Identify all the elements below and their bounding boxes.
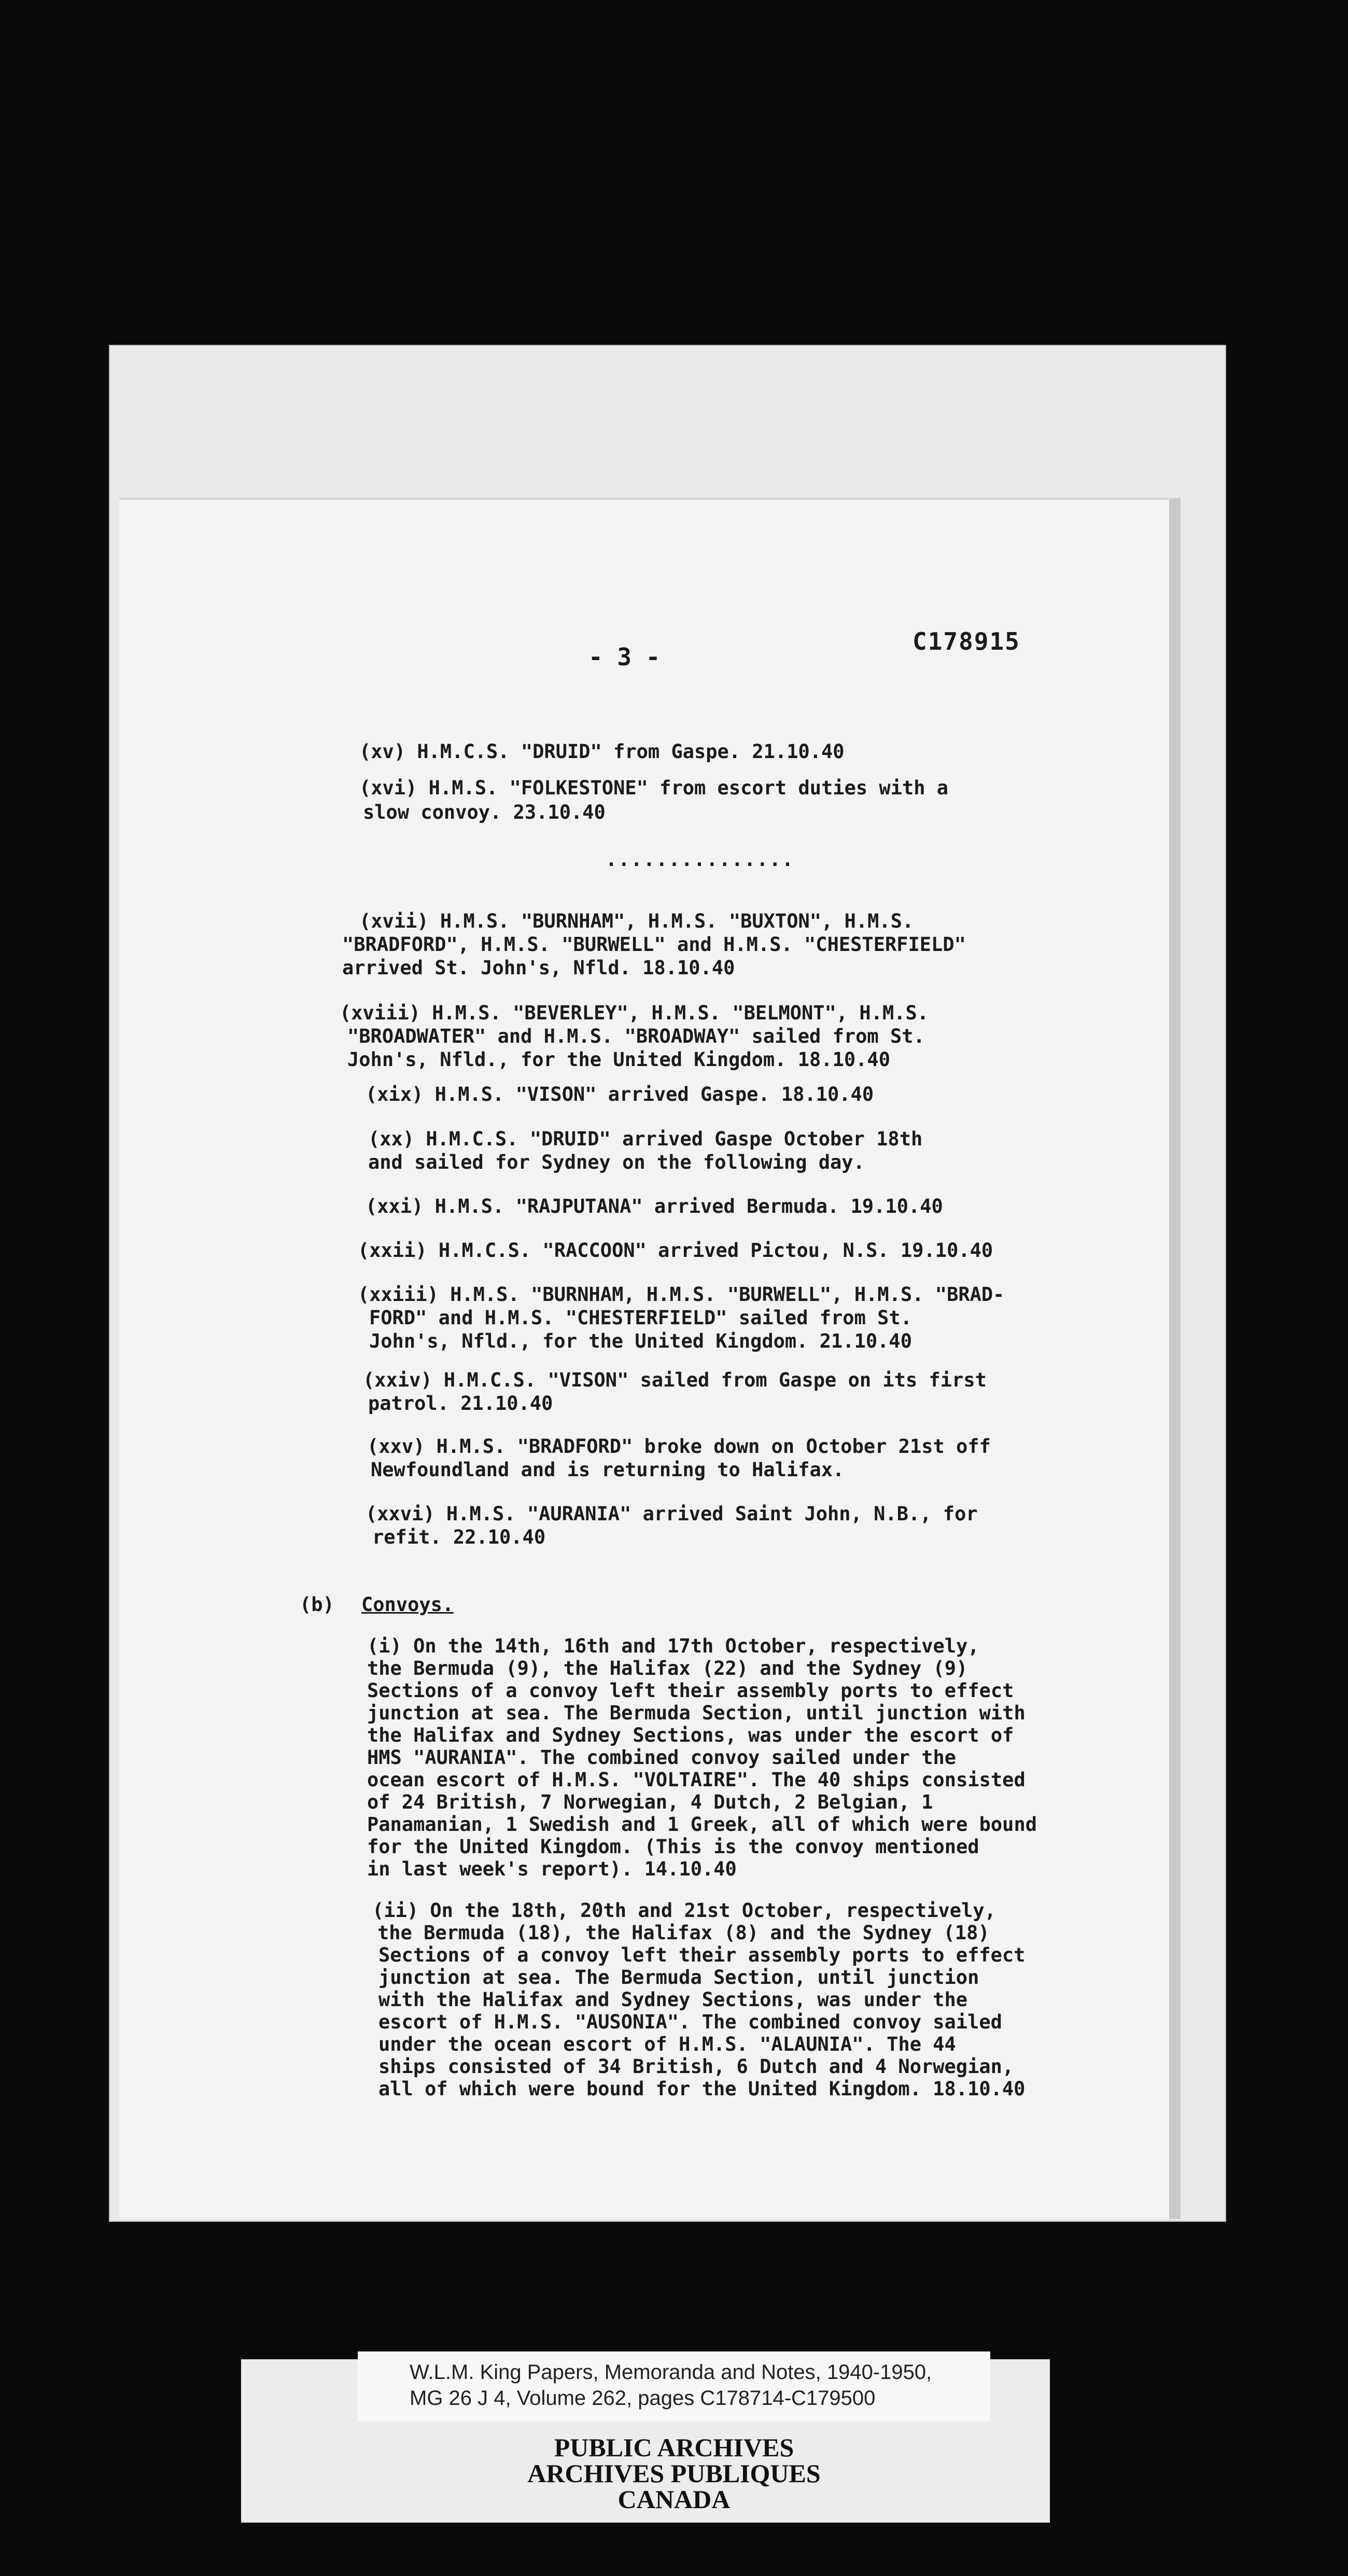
convoy-i-line-1: (i) On the 14th, 16th and 17th October, respectively, xyxy=(367,1635,979,1657)
convoy-ii-line-7: under the ocean escort of H.M.S. "ALAUNIA". The 44 xyxy=(378,2033,956,2055)
document-number: C178915 xyxy=(912,627,1020,655)
convoy-ii-line-3: Sections of a convoy left their assembly ports to effect xyxy=(378,1944,1026,1966)
item-xv: (xv) H.M.C.S. "DRUID" from Gaspe. 21.10.40 xyxy=(359,740,845,763)
item-xvi-line-2: slow convoy. 23.10.40 xyxy=(363,801,606,823)
convoy-i-line-8: of 24 British, 7 Norwegian, 4 Dutch, 2 Belgian, 1 xyxy=(367,1791,933,1813)
item-xviii-line-3: John's, Nfld., for the United Kingdom. 18.10.40 xyxy=(347,1048,890,1071)
item-xviii-line-2: "BROADWATER" and H.M.S. "BROADWAY" sailed from St. xyxy=(347,1025,925,1047)
convoy-ii-line-4: junction at sea. The Bermuda Section, until junction xyxy=(378,1966,979,1989)
item-xxiv-line-1: (xxiv) H.M.C.S. "VISON" sailed from Gaspe on its first xyxy=(363,1369,987,1391)
page-number: - 3 - xyxy=(588,643,661,671)
item-xxiii-line-1: (xxiii) H.M.S. "BURNHAM, H.M.S. "BURWELL", H.M.S. "BRAD- xyxy=(358,1283,1005,1306)
item-xx-line-1: (xx) H.M.C.S. "DRUID" arrived Gaspe October 18th xyxy=(368,1128,923,1150)
archive-stamp-line-3: CANADA xyxy=(617,2485,731,2514)
convoy-ii-line-1: (ii) On the 18th, 20th and 21st October, respectively, xyxy=(372,1899,996,1922)
item-xxiii-line-3: John's, Nfld., for the United Kingdom. 21.10.40 xyxy=(369,1330,912,1352)
convoy-i-line-7: ocean escort of H.M.S. "VOLTAIRE". The 40 ships consisted xyxy=(367,1769,1026,1791)
item-xvii-line-3: arrived St. John's, Nfld. 18.10.40 xyxy=(342,957,735,979)
archive-reference-line-2: MG 26 J 4, Volume 262, pages C178714-C179500 xyxy=(410,2387,876,2410)
item-xix: (xix) H.M.S. "VISON" arrived Gaspe. 18.10.40 xyxy=(366,1083,874,1105)
item-xx-line-2: and sailed for Sydney on the following day. xyxy=(368,1151,865,1173)
item-xxi: (xxi) H.M.S. "RAJPUTANA" arrived Bermuda. 19.10.40 xyxy=(366,1195,943,1217)
item-xviii-line-1: (xviii) H.M.S. "BEVERLEY", H.M.S. "BELMONT", H.M.S. xyxy=(340,1002,929,1024)
section-b-marker: (b) xyxy=(300,1593,334,1616)
item-xxiv-line-2: patrol. 21.10.40 xyxy=(368,1392,553,1415)
item-xxvi-line-1: (xxvi) H.M.S. "AURANIA" arrived Saint John, N.B., for xyxy=(366,1503,978,1525)
item-xvii-line-2: "BRADFORD", H.M.S. "BURWELL" and H.M.S. "CHESTERFIELD" xyxy=(342,933,966,956)
convoy-i-line-9: Panamanian, 1 Swedish and 1 Greek, all of which were bound xyxy=(367,1813,1037,1836)
separator-dots: ............... xyxy=(606,848,795,871)
convoy-ii-line-2: the Bermuda (18), the Halifax (8) and the Sydney (18) xyxy=(377,1922,990,1944)
convoy-i-line-2: the Bermuda (9), the Halifax (22) and the Sydney (9) xyxy=(367,1657,968,1679)
item-xxv-line-2: Newfoundland and is returning to Halifax. xyxy=(371,1459,845,1481)
archive-stamp-line-2: ARCHIVES PUBLIQUES xyxy=(527,2459,821,2488)
convoy-ii-line-5: with the Halifax and Sydney Sections, was under the xyxy=(378,1989,968,2011)
item-xvii-line-1: (xvii) H.M.S. "BURNHAM", H.M.S. "BUXTON", H.M.S. xyxy=(359,910,914,932)
convoy-i-line-11: in last week's report). 14.10.40 xyxy=(367,1858,737,1880)
convoy-i-line-6: HMS "AURANIA". The combined convoy sailed under the xyxy=(367,1746,957,1769)
archive-stamp-line-1: PUBLIC ARCHIVES xyxy=(554,2433,794,2462)
item-xxv-line-1: (xxv) H.M.S. "BRADFORD" broke down on October 21st off xyxy=(367,1435,991,1458)
convoy-i-line-3: Sections of a convoy left their assembly ports to effect xyxy=(367,1679,1014,1702)
convoy-ii-line-6: escort of H.M.S. "AUSONIA". The combined convoy sailed xyxy=(378,2011,1002,2033)
item-xxii: (xxii) H.M.C.S. "RACCOON" arrived Pictou, N.S. 19.10.40 xyxy=(358,1239,993,1262)
convoy-ii-line-9: all of which were bound for the United Kingdom. 18.10.40 xyxy=(378,2078,1026,2100)
convoy-i-line-5: the Halifax and Sydney Sections, was under the escort of xyxy=(367,1724,1014,1746)
convoy-i-line-10: for the United Kingdom. (This is the convoy mentioned xyxy=(367,1836,979,1858)
item-xxiii-line-2: FORD" and H.M.S. "CHESTERFIELD" sailed from St. xyxy=(369,1307,912,1329)
convoy-ii-line-8: ships consisted of 34 British, 6 Dutch and 4 Norwegian, xyxy=(378,2055,1014,2078)
section-heading-convoys: Convoys. xyxy=(361,1593,454,1616)
item-xvi-line-1: (xvi) H.M.S. "FOLKESTONE" from escort duties with a xyxy=(359,777,949,799)
item-xxvi-line-2: refit. 22.10.40 xyxy=(372,1526,546,1548)
convoy-i-line-4: junction at sea. The Bermuda Section, until junction with xyxy=(367,1702,1026,1724)
archive-reference-line-1: W.L.M. King Papers, Memoranda and Notes, 1940-1950, xyxy=(410,2361,932,2384)
